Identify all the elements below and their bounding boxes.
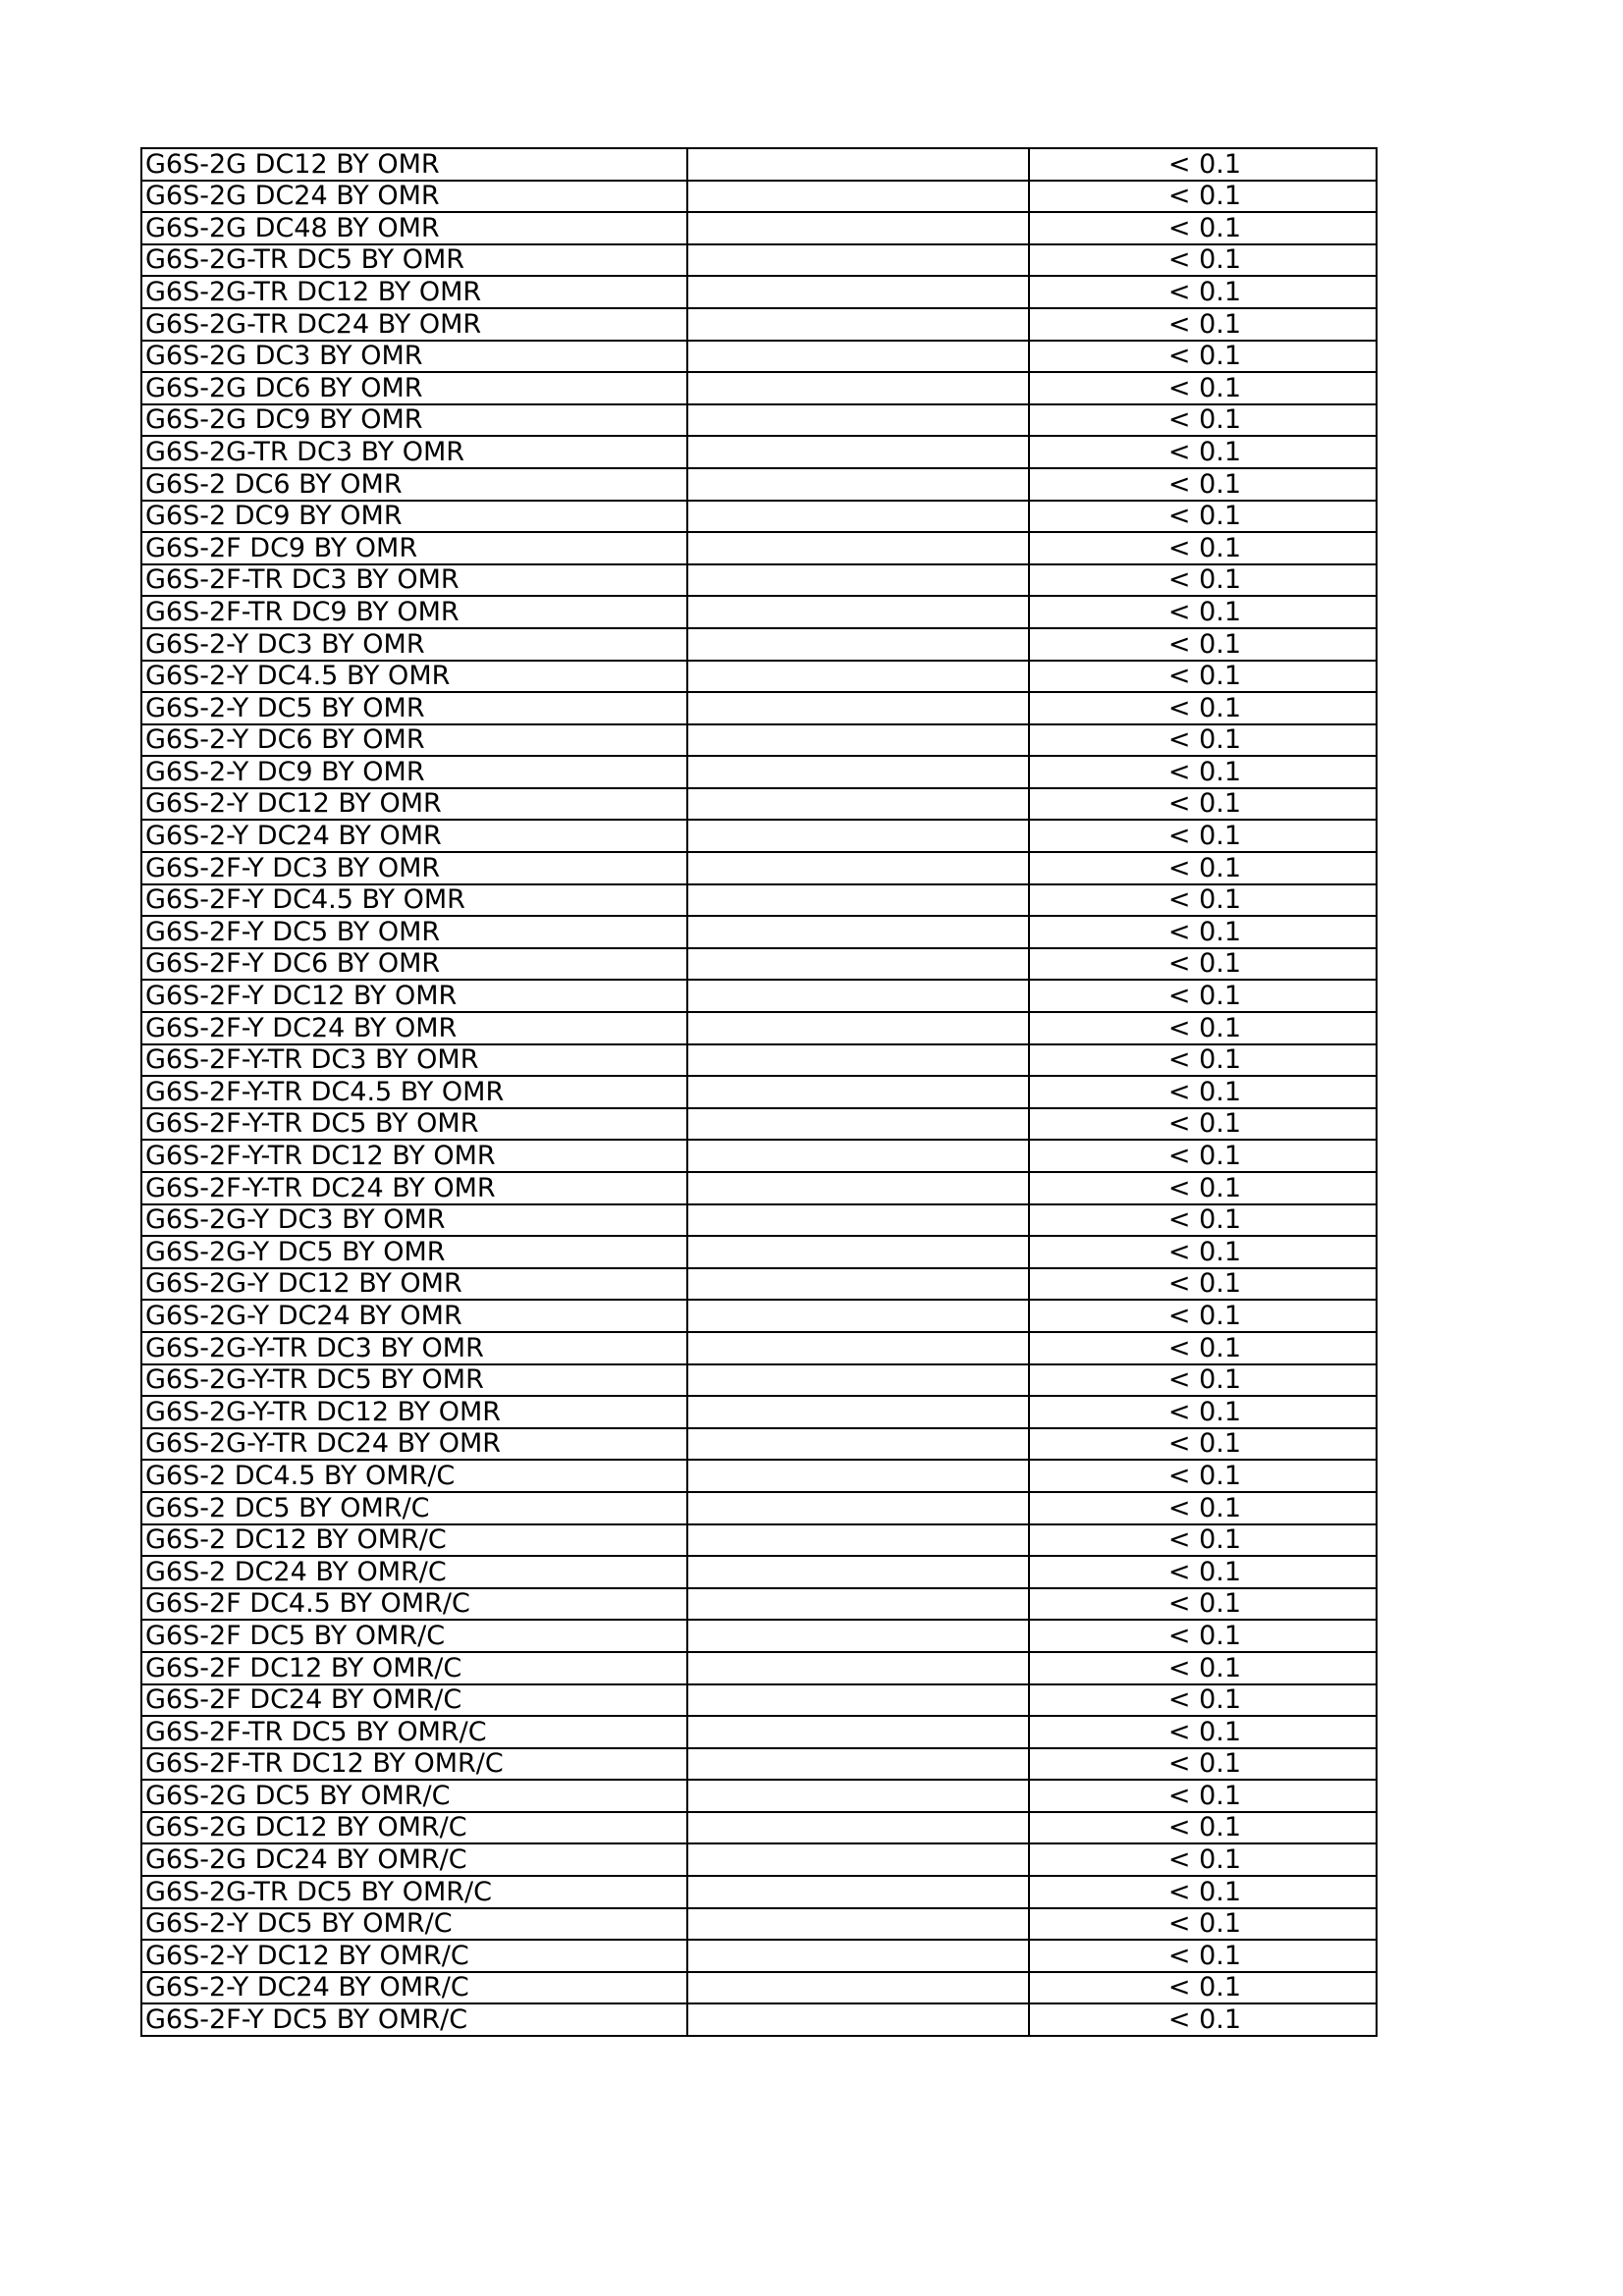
blank-cell bbox=[687, 1716, 1029, 1748]
blank-cell bbox=[687, 916, 1029, 948]
blank-cell bbox=[687, 308, 1029, 341]
blank-cell bbox=[687, 884, 1029, 917]
part-name-cell: G6S-2G-TR DC5 BY OMR/C bbox=[141, 1876, 687, 1908]
part-name-cell: G6S-2G-TR DC5 BY OMR bbox=[141, 244, 687, 277]
blank-cell bbox=[687, 1556, 1029, 1588]
part-name-cell: G6S-2F-TR DC12 BY OMR/C bbox=[141, 1748, 687, 1781]
part-name-cell: G6S-2G DC12 BY OMR bbox=[141, 148, 687, 181]
blank-cell bbox=[687, 212, 1029, 244]
value-cell: < 0.1 bbox=[1029, 1716, 1377, 1748]
part-name-cell: G6S-2F-Y DC5 BY OMR/C bbox=[141, 2003, 687, 2036]
blank-cell bbox=[687, 1300, 1029, 1332]
table-row bbox=[141, 1044, 1377, 1077]
part-name-cell: G6S-2F-Y DC6 BY OMR bbox=[141, 948, 687, 981]
table-row bbox=[141, 148, 1377, 181]
table-row bbox=[141, 341, 1377, 373]
part-name-cell: G6S-2-Y DC12 BY OMR bbox=[141, 788, 687, 821]
blank-cell bbox=[687, 756, 1029, 788]
data-table bbox=[140, 147, 1378, 2037]
table-row bbox=[141, 820, 1377, 852]
part-name-cell: G6S-2 DC4.5 BY OMR/C bbox=[141, 1460, 687, 1492]
blank-cell bbox=[687, 1940, 1029, 1972]
part-name-cell: G6S-2 DC6 BY OMR bbox=[141, 468, 687, 501]
value-cell: < 0.1 bbox=[1029, 1524, 1377, 1557]
value-cell: < 0.1 bbox=[1029, 404, 1377, 437]
blank-cell bbox=[687, 1428, 1029, 1461]
blank-cell bbox=[687, 181, 1029, 213]
table-row bbox=[141, 1428, 1377, 1461]
value-cell: < 0.1 bbox=[1029, 1620, 1377, 1652]
part-name-cell: G6S-2G-Y DC24 BY OMR bbox=[141, 1300, 687, 1332]
blank-cell bbox=[687, 1044, 1029, 1077]
table-row bbox=[141, 564, 1377, 597]
table-row bbox=[141, 724, 1377, 757]
table-row bbox=[141, 1620, 1377, 1652]
blank-cell bbox=[687, 724, 1029, 757]
value-cell: < 0.1 bbox=[1029, 1204, 1377, 1237]
part-name-cell: G6S-2G-Y DC12 BY OMR bbox=[141, 1268, 687, 1301]
value-cell: < 0.1 bbox=[1029, 436, 1377, 468]
part-name-cell: G6S-2G-Y DC3 BY OMR bbox=[141, 1204, 687, 1237]
value-cell: < 0.1 bbox=[1029, 1300, 1377, 1332]
part-name-cell: G6S-2G DC12 BY OMR/C bbox=[141, 1812, 687, 1844]
value-cell: < 0.1 bbox=[1029, 756, 1377, 788]
blank-cell bbox=[687, 1332, 1029, 1364]
value-cell: < 0.1 bbox=[1029, 1332, 1377, 1364]
part-name-cell: G6S-2-Y DC12 BY OMR/C bbox=[141, 1940, 687, 1972]
value-cell: < 0.1 bbox=[1029, 1428, 1377, 1461]
table-row bbox=[141, 276, 1377, 308]
part-name-cell: G6S-2G-Y DC5 BY OMR bbox=[141, 1236, 687, 1268]
table-row bbox=[141, 244, 1377, 277]
part-name-cell: G6S-2-Y DC6 BY OMR bbox=[141, 724, 687, 757]
blank-cell bbox=[687, 1524, 1029, 1557]
blank-cell bbox=[687, 980, 1029, 1012]
part-name-cell: G6S-2F DC24 BY OMR/C bbox=[141, 1684, 687, 1717]
part-name-cell: G6S-2F-TR DC9 BY OMR bbox=[141, 596, 687, 628]
blank-cell bbox=[687, 532, 1029, 564]
table-row bbox=[141, 468, 1377, 501]
part-name-cell: G6S-2G DC24 BY OMR bbox=[141, 181, 687, 213]
part-name-cell: G6S-2F-Y-TR DC12 BY OMR bbox=[141, 1140, 687, 1172]
value-cell: < 0.1 bbox=[1029, 1460, 1377, 1492]
value-cell: < 0.1 bbox=[1029, 1268, 1377, 1301]
table-row bbox=[141, 1716, 1377, 1748]
table-row bbox=[141, 756, 1377, 788]
value-cell: < 0.1 bbox=[1029, 884, 1377, 917]
blank-cell bbox=[687, 1876, 1029, 1908]
table-row bbox=[141, 1396, 1377, 1428]
part-name-cell: G6S-2F DC5 BY OMR/C bbox=[141, 1620, 687, 1652]
table-row bbox=[141, 308, 1377, 341]
table-row bbox=[141, 1364, 1377, 1397]
value-cell: < 0.1 bbox=[1029, 1588, 1377, 1621]
table-row bbox=[141, 2003, 1377, 2036]
blank-cell bbox=[687, 1140, 1029, 1172]
part-name-cell: G6S-2G DC24 BY OMR/C bbox=[141, 1843, 687, 1876]
table-body bbox=[141, 148, 1377, 2036]
value-cell: < 0.1 bbox=[1029, 2003, 1377, 2036]
table-row bbox=[141, 1108, 1377, 1141]
value-cell: < 0.1 bbox=[1029, 1908, 1377, 1941]
value-cell: < 0.1 bbox=[1029, 596, 1377, 628]
blank-cell bbox=[687, 1812, 1029, 1844]
table-row bbox=[141, 1652, 1377, 1684]
part-name-cell: G6S-2F-Y-TR DC5 BY OMR bbox=[141, 1108, 687, 1141]
value-cell: < 0.1 bbox=[1029, 852, 1377, 884]
table-row bbox=[141, 212, 1377, 244]
table-row bbox=[141, 1588, 1377, 1621]
value-cell: < 0.1 bbox=[1029, 1012, 1377, 1044]
part-name-cell: G6S-2F DC9 BY OMR bbox=[141, 532, 687, 564]
blank-cell bbox=[687, 1172, 1029, 1204]
blank-cell bbox=[687, 692, 1029, 724]
blank-cell bbox=[687, 276, 1029, 308]
blank-cell bbox=[687, 852, 1029, 884]
blank-cell bbox=[687, 948, 1029, 981]
blank-cell bbox=[687, 372, 1029, 404]
value-cell: < 0.1 bbox=[1029, 181, 1377, 213]
value-cell: < 0.1 bbox=[1029, 916, 1377, 948]
value-cell: < 0.1 bbox=[1029, 692, 1377, 724]
part-name-cell: G6S-2F-Y DC12 BY OMR bbox=[141, 980, 687, 1012]
table-row bbox=[141, 372, 1377, 404]
part-name-cell: G6S-2-Y DC3 BY OMR bbox=[141, 628, 687, 661]
part-name-cell: G6S-2F-Y DC4.5 BY OMR bbox=[141, 884, 687, 917]
blank-cell bbox=[687, 1780, 1029, 1812]
table-row bbox=[141, 1972, 1377, 2004]
part-name-cell: G6S-2 DC5 BY OMR/C bbox=[141, 1492, 687, 1524]
part-name-cell: G6S-2G DC5 BY OMR/C bbox=[141, 1780, 687, 1812]
blank-cell bbox=[687, 1108, 1029, 1141]
table-row bbox=[141, 1332, 1377, 1364]
part-name-cell: G6S-2G DC9 BY OMR bbox=[141, 404, 687, 437]
blank-cell bbox=[687, 661, 1029, 693]
table-row bbox=[141, 1556, 1377, 1588]
blank-cell bbox=[687, 244, 1029, 277]
part-name-cell: G6S-2-Y DC5 BY OMR bbox=[141, 692, 687, 724]
part-name-cell: G6S-2G-Y-TR DC5 BY OMR bbox=[141, 1364, 687, 1397]
value-cell: < 0.1 bbox=[1029, 501, 1377, 533]
table-row bbox=[141, 948, 1377, 981]
value-cell: < 0.1 bbox=[1029, 724, 1377, 757]
part-name-cell: G6S-2F-Y DC24 BY OMR bbox=[141, 1012, 687, 1044]
value-cell: < 0.1 bbox=[1029, 628, 1377, 661]
blank-cell bbox=[687, 1908, 1029, 1941]
table-row bbox=[141, 596, 1377, 628]
table-row bbox=[141, 788, 1377, 821]
blank-cell bbox=[687, 404, 1029, 437]
table-row bbox=[141, 916, 1377, 948]
blank-cell bbox=[687, 436, 1029, 468]
value-cell: < 0.1 bbox=[1029, 1972, 1377, 2004]
table-row bbox=[141, 1236, 1377, 1268]
blank-cell bbox=[687, 501, 1029, 533]
table-row bbox=[141, 1300, 1377, 1332]
blank-cell bbox=[687, 1204, 1029, 1237]
table-row bbox=[141, 692, 1377, 724]
blank-cell bbox=[687, 628, 1029, 661]
value-cell: < 0.1 bbox=[1029, 1140, 1377, 1172]
value-cell: < 0.1 bbox=[1029, 1684, 1377, 1717]
blank-cell bbox=[687, 564, 1029, 597]
blank-cell bbox=[687, 1364, 1029, 1397]
part-name-cell: G6S-2G-TR DC24 BY OMR bbox=[141, 308, 687, 341]
part-name-cell: G6S-2F DC4.5 BY OMR/C bbox=[141, 1588, 687, 1621]
part-name-cell: G6S-2F-Y DC3 BY OMR bbox=[141, 852, 687, 884]
part-name-cell: G6S-2-Y DC5 BY OMR/C bbox=[141, 1908, 687, 1941]
value-cell: < 0.1 bbox=[1029, 212, 1377, 244]
table-row bbox=[141, 1780, 1377, 1812]
part-name-cell: G6S-2G DC6 BY OMR bbox=[141, 372, 687, 404]
part-name-cell: G6S-2F-Y-TR DC4.5 BY OMR bbox=[141, 1076, 687, 1108]
blank-cell bbox=[687, 148, 1029, 181]
table-row bbox=[141, 1268, 1377, 1301]
table-row bbox=[141, 181, 1377, 213]
part-name-cell: G6S-2G DC48 BY OMR bbox=[141, 212, 687, 244]
value-cell: < 0.1 bbox=[1029, 1812, 1377, 1844]
value-cell: < 0.1 bbox=[1029, 980, 1377, 1012]
table-row bbox=[141, 1843, 1377, 1876]
part-name-cell: G6S-2 DC24 BY OMR/C bbox=[141, 1556, 687, 1588]
value-cell: < 0.1 bbox=[1029, 1492, 1377, 1524]
blank-cell bbox=[687, 1268, 1029, 1301]
table-row bbox=[141, 884, 1377, 917]
value-cell: < 0.1 bbox=[1029, 1076, 1377, 1108]
part-name-cell: G6S-2 DC9 BY OMR bbox=[141, 501, 687, 533]
table-row bbox=[141, 436, 1377, 468]
blank-cell bbox=[687, 596, 1029, 628]
table-row bbox=[141, 1876, 1377, 1908]
part-name-cell: G6S-2G-TR DC3 BY OMR bbox=[141, 436, 687, 468]
table-row bbox=[141, 1812, 1377, 1844]
blank-cell bbox=[687, 1843, 1029, 1876]
blank-cell bbox=[687, 1620, 1029, 1652]
table-row bbox=[141, 404, 1377, 437]
table-row bbox=[141, 661, 1377, 693]
value-cell: < 0.1 bbox=[1029, 1748, 1377, 1781]
table-row bbox=[141, 1460, 1377, 1492]
part-name-cell: G6S-2G DC3 BY OMR bbox=[141, 341, 687, 373]
blank-cell bbox=[687, 1748, 1029, 1781]
blank-cell bbox=[687, 468, 1029, 501]
blank-cell bbox=[687, 1076, 1029, 1108]
part-name-cell: G6S-2G-TR DC12 BY OMR bbox=[141, 276, 687, 308]
value-cell: < 0.1 bbox=[1029, 1396, 1377, 1428]
part-name-cell: G6S-2-Y DC24 BY OMR bbox=[141, 820, 687, 852]
value-cell: < 0.1 bbox=[1029, 820, 1377, 852]
table-row bbox=[141, 1140, 1377, 1172]
table-row bbox=[141, 1908, 1377, 1941]
value-cell: < 0.1 bbox=[1029, 1108, 1377, 1141]
value-cell: < 0.1 bbox=[1029, 948, 1377, 981]
value-cell: < 0.1 bbox=[1029, 1364, 1377, 1397]
table-row bbox=[141, 628, 1377, 661]
part-name-cell: G6S-2F-TR DC3 BY OMR bbox=[141, 564, 687, 597]
blank-cell bbox=[687, 1460, 1029, 1492]
value-cell: < 0.1 bbox=[1029, 1172, 1377, 1204]
value-cell: < 0.1 bbox=[1029, 1780, 1377, 1812]
part-name-cell: G6S-2F-Y-TR DC3 BY OMR bbox=[141, 1044, 687, 1077]
part-name-cell: G6S-2F-TR DC5 BY OMR/C bbox=[141, 1716, 687, 1748]
part-name-cell: G6S-2 DC12 BY OMR/C bbox=[141, 1524, 687, 1557]
value-cell: < 0.1 bbox=[1029, 148, 1377, 181]
blank-cell bbox=[687, 341, 1029, 373]
blank-cell bbox=[687, 1492, 1029, 1524]
value-cell: < 0.1 bbox=[1029, 1044, 1377, 1077]
table-row bbox=[141, 1524, 1377, 1557]
value-cell: < 0.1 bbox=[1029, 1652, 1377, 1684]
blank-cell bbox=[687, 1972, 1029, 2004]
value-cell: < 0.1 bbox=[1029, 564, 1377, 597]
value-cell: < 0.1 bbox=[1029, 788, 1377, 821]
table-row bbox=[141, 501, 1377, 533]
value-cell: < 0.1 bbox=[1029, 1876, 1377, 1908]
blank-cell bbox=[687, 788, 1029, 821]
value-cell: < 0.1 bbox=[1029, 1940, 1377, 1972]
table-row bbox=[141, 1012, 1377, 1044]
blank-cell bbox=[687, 1684, 1029, 1717]
part-name-cell: G6S-2F DC12 BY OMR/C bbox=[141, 1652, 687, 1684]
table-row bbox=[141, 1492, 1377, 1524]
part-name-cell: G6S-2-Y DC4.5 BY OMR bbox=[141, 661, 687, 693]
value-cell: < 0.1 bbox=[1029, 468, 1377, 501]
part-name-cell: G6S-2F-Y-TR DC24 BY OMR bbox=[141, 1172, 687, 1204]
value-cell: < 0.1 bbox=[1029, 661, 1377, 693]
value-cell: < 0.1 bbox=[1029, 341, 1377, 373]
table-row bbox=[141, 1684, 1377, 1717]
blank-cell bbox=[687, 1396, 1029, 1428]
blank-cell bbox=[687, 1012, 1029, 1044]
table-row bbox=[141, 532, 1377, 564]
blank-cell bbox=[687, 820, 1029, 852]
part-name-cell: G6S-2G-Y-TR DC12 BY OMR bbox=[141, 1396, 687, 1428]
table-row bbox=[141, 980, 1377, 1012]
value-cell: < 0.1 bbox=[1029, 372, 1377, 404]
part-name-cell: G6S-2-Y DC9 BY OMR bbox=[141, 756, 687, 788]
value-cell: < 0.1 bbox=[1029, 532, 1377, 564]
part-name-cell: G6S-2G-Y-TR DC3 BY OMR bbox=[141, 1332, 687, 1364]
table-row bbox=[141, 1748, 1377, 1781]
value-cell: < 0.1 bbox=[1029, 244, 1377, 277]
value-cell: < 0.1 bbox=[1029, 1843, 1377, 1876]
blank-cell bbox=[687, 1652, 1029, 1684]
part-name-cell: G6S-2F-Y DC5 BY OMR bbox=[141, 916, 687, 948]
value-cell: < 0.1 bbox=[1029, 308, 1377, 341]
part-name-cell: G6S-2G-Y-TR DC24 BY OMR bbox=[141, 1428, 687, 1461]
part-name-cell: G6S-2-Y DC24 BY OMR/C bbox=[141, 1972, 687, 2004]
table-row bbox=[141, 1172, 1377, 1204]
table-row bbox=[141, 1076, 1377, 1108]
value-cell: < 0.1 bbox=[1029, 1556, 1377, 1588]
table-row bbox=[141, 852, 1377, 884]
value-cell: < 0.1 bbox=[1029, 1236, 1377, 1268]
blank-cell bbox=[687, 1588, 1029, 1621]
blank-cell bbox=[687, 2003, 1029, 2036]
blank-cell bbox=[687, 1236, 1029, 1268]
table-row bbox=[141, 1204, 1377, 1237]
table-row bbox=[141, 1940, 1377, 1972]
value-cell: < 0.1 bbox=[1029, 276, 1377, 308]
